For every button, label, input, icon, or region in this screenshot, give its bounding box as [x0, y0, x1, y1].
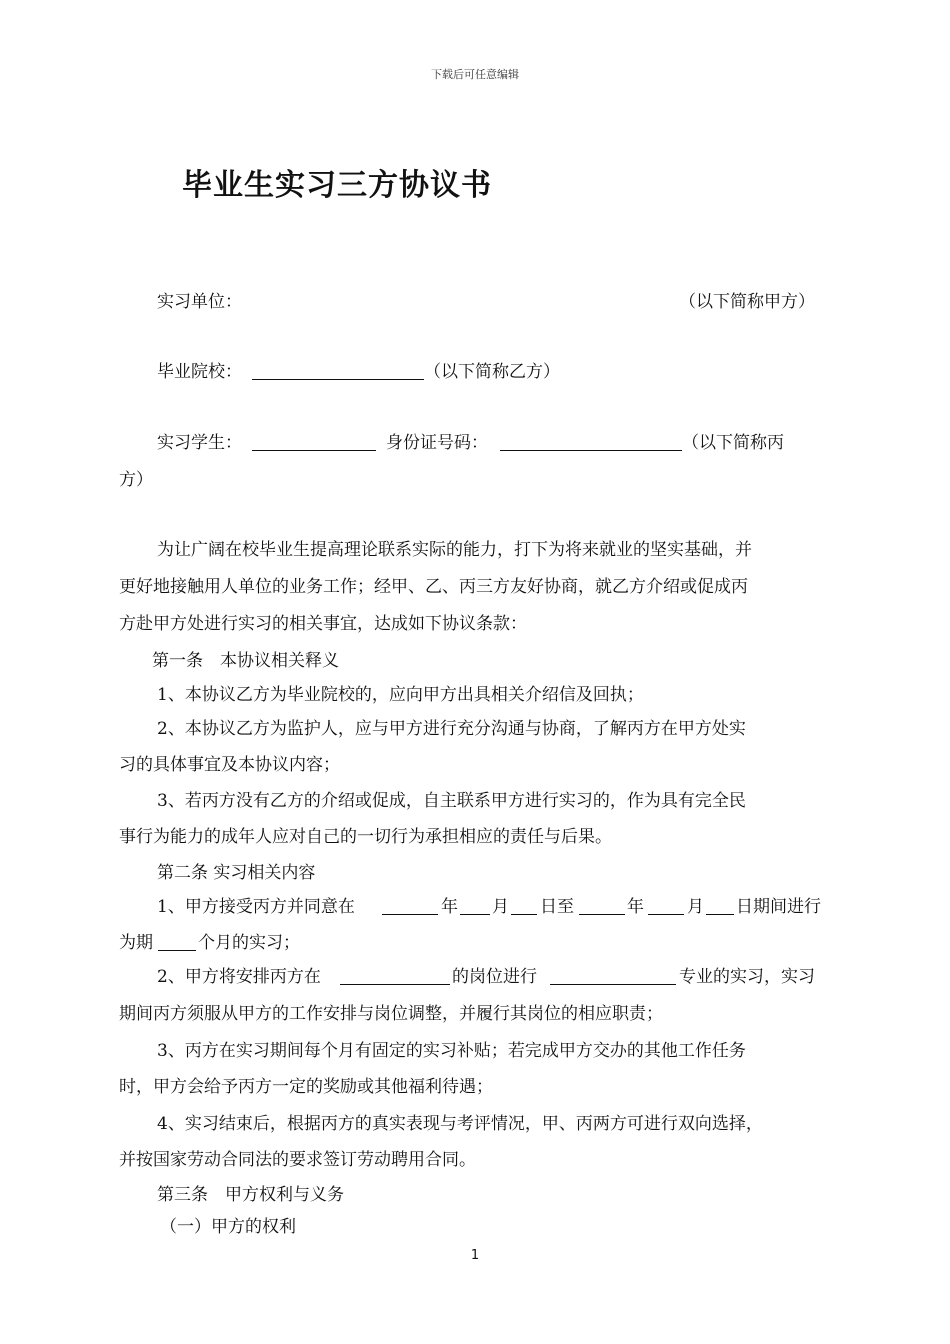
unit-label: 实习单位： — [157, 292, 242, 312]
position-blank[interactable] — [340, 966, 450, 985]
major-blank[interactable] — [550, 966, 676, 985]
student-suffix: （以下简称丙 — [682, 433, 784, 453]
page-header: 下载后可任意编辑 — [431, 68, 519, 81]
student-blank[interactable] — [252, 432, 376, 451]
id-label: 身份证号码： — [386, 433, 488, 453]
start-year-blank[interactable] — [382, 896, 438, 915]
school-blank[interactable] — [252, 361, 424, 380]
page-number: 1 — [470, 1248, 480, 1263]
school-label: 毕业院校： — [157, 362, 242, 382]
start-month-blank[interactable] — [460, 896, 490, 915]
end-month-blank[interactable] — [648, 896, 684, 915]
student-suffix-wrap: 方） — [119, 470, 153, 490]
school-suffix: （以下简称乙方） — [424, 362, 560, 382]
start-day-blank[interactable] — [511, 896, 537, 915]
student-label: 实习学生： — [157, 433, 242, 453]
unit-suffix: （以下简称甲方） — [679, 292, 815, 312]
end-year-blank[interactable] — [579, 896, 625, 915]
months-blank[interactable] — [158, 932, 196, 951]
document-title: 毕业生实习三方协议书 — [182, 168, 492, 203]
id-blank[interactable] — [500, 432, 682, 451]
end-day-blank[interactable] — [706, 896, 734, 915]
